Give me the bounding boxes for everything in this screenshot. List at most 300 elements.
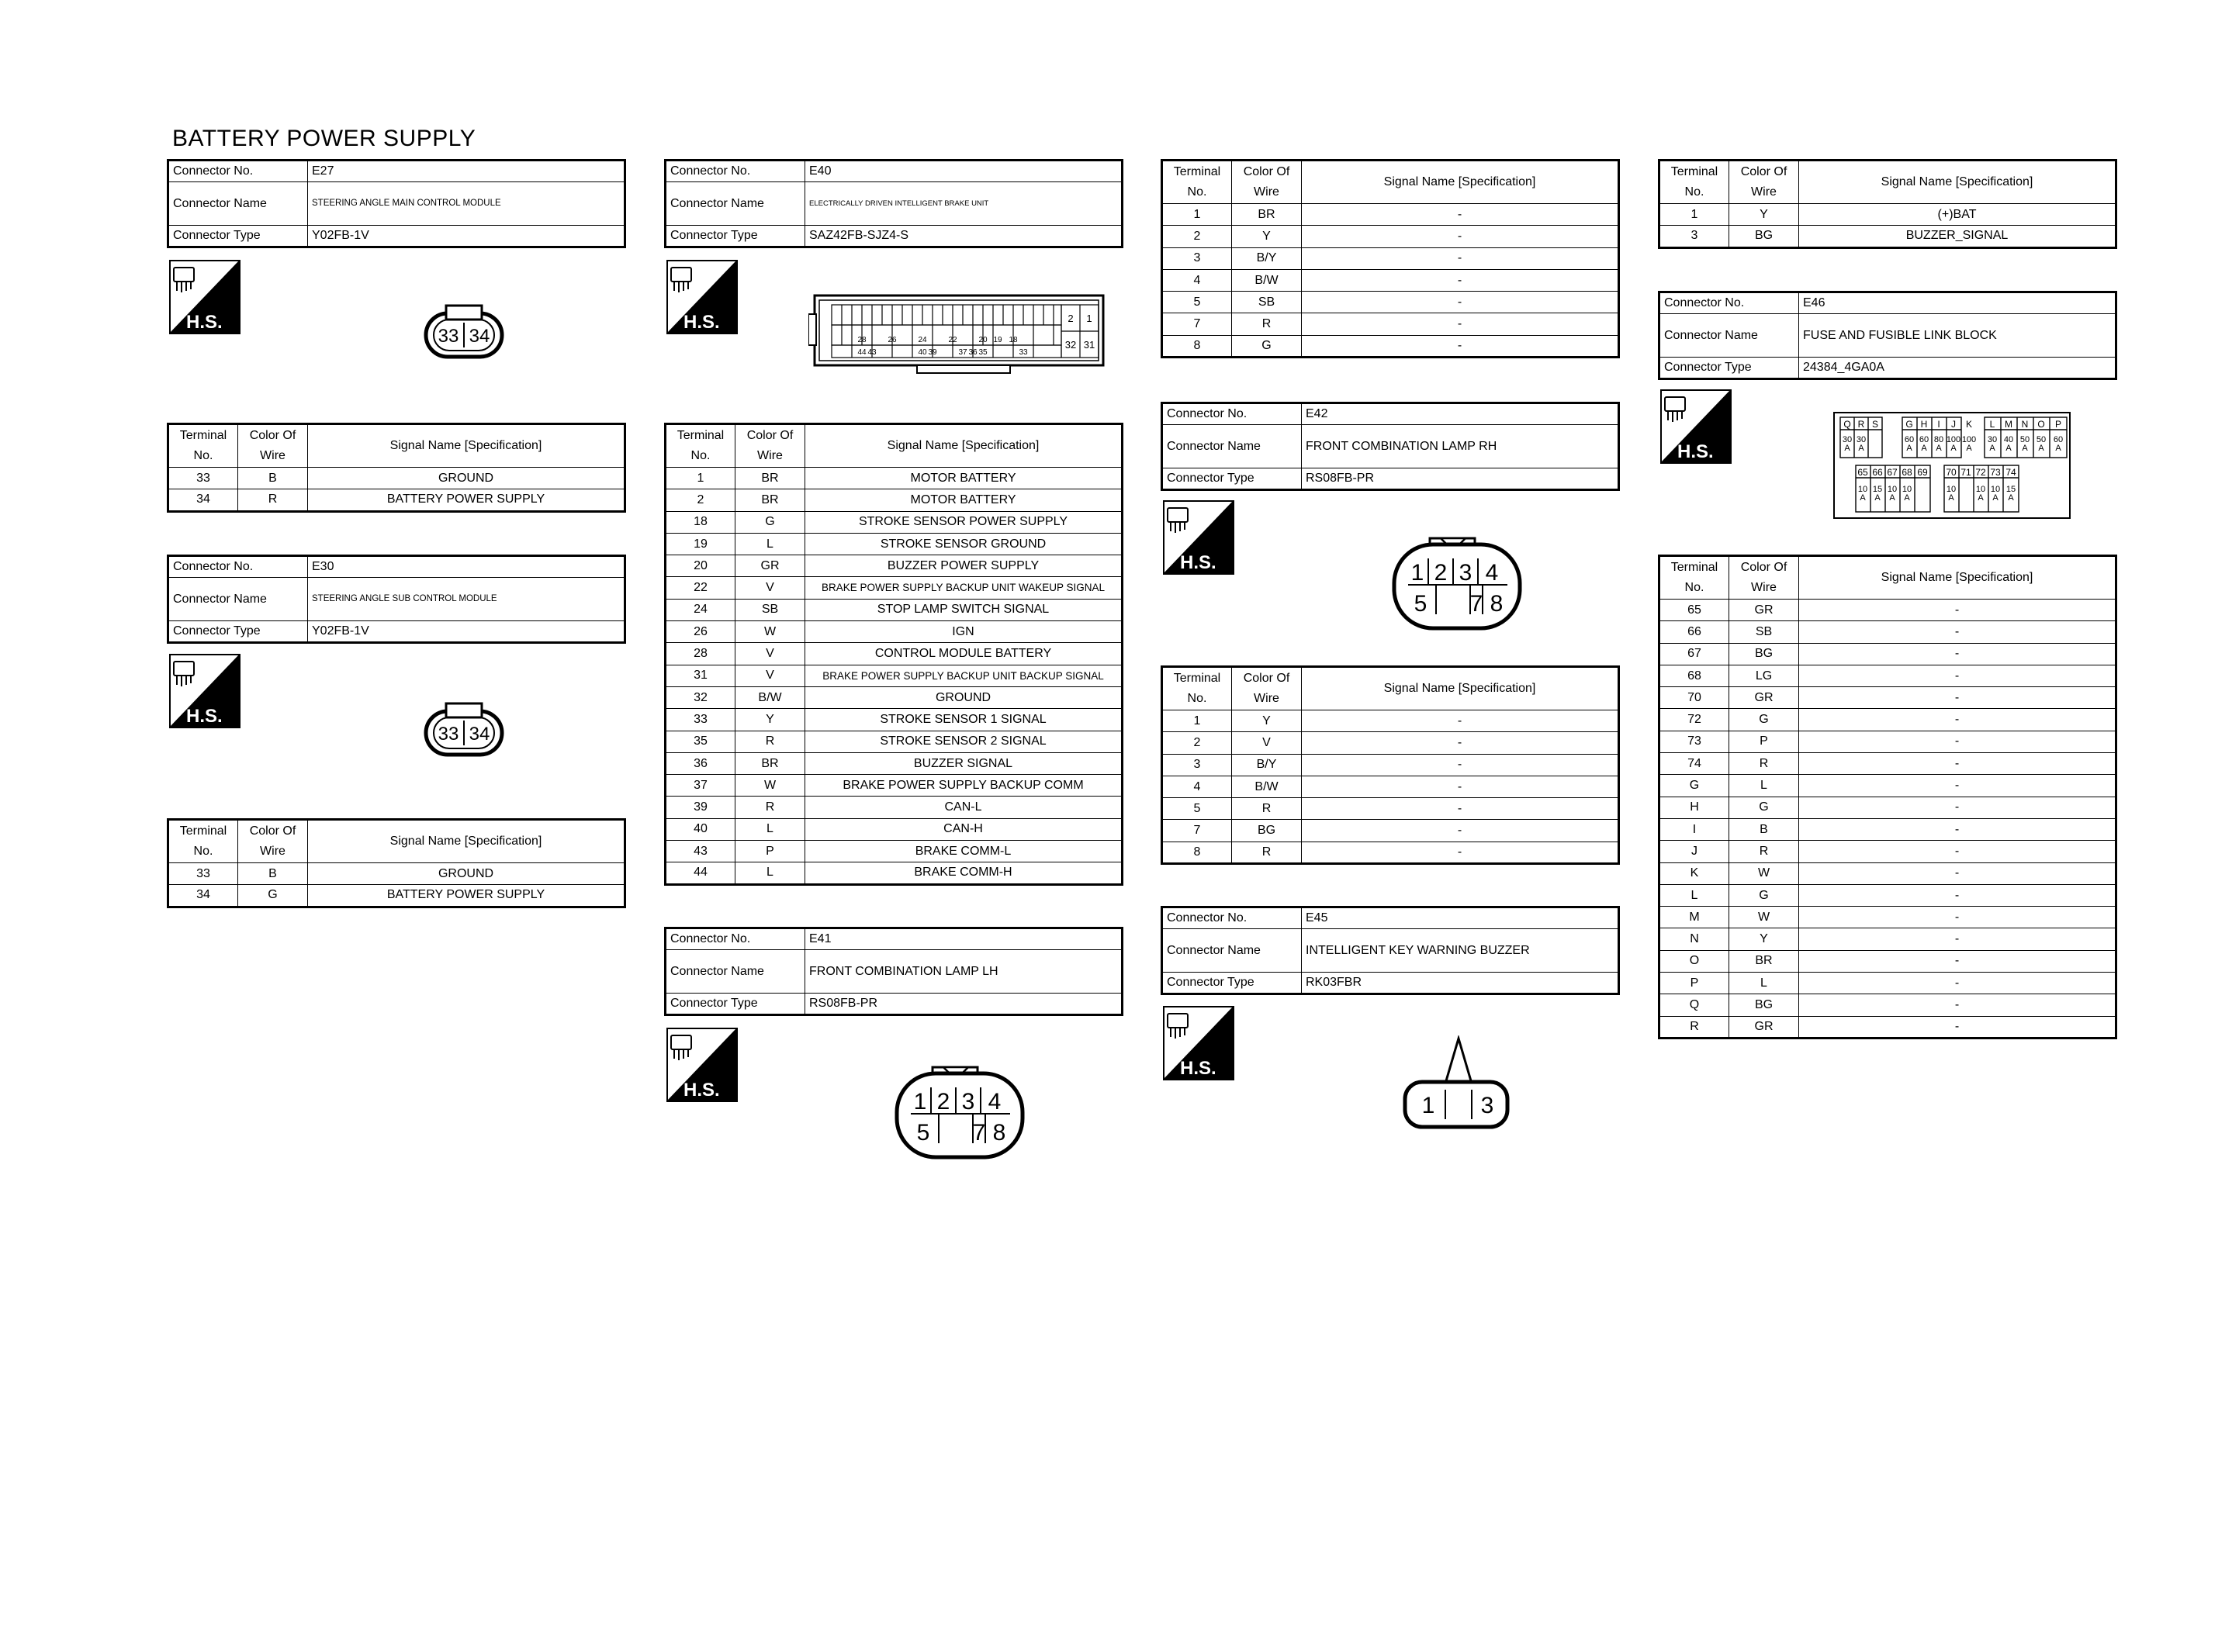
color-cell: R: [1232, 313, 1302, 335]
pin-label: 18: [1009, 336, 1018, 344]
fuse-label: M: [2005, 419, 2012, 430]
table-row: [1162, 710, 1619, 732]
signal-cell: GROUND: [308, 468, 625, 489]
table-row: [1659, 1016, 2116, 1038]
signal-cell: BUZZER SIGNAL: [805, 752, 1123, 774]
signal-cell: -: [1799, 687, 2116, 709]
table-row: [1659, 973, 2116, 994]
color-cell: P: [735, 841, 805, 862]
fuse-rating: 80 A: [1933, 435, 1944, 453]
signal-cell: -: [1302, 776, 1619, 797]
terminal-cell: 1: [666, 468, 735, 489]
pin-label: 43: [867, 348, 877, 357]
hs-label: H.S.: [683, 312, 720, 333]
signal-cell: -: [1799, 665, 2116, 686]
signal-cell: GROUND: [308, 863, 625, 885]
connector-type-label: Connector Type: [1659, 358, 1799, 379]
connector-no-label: Connector No.: [168, 556, 308, 578]
table-row: [1659, 862, 2116, 884]
terminal-cell: 72: [1659, 709, 1729, 731]
connector-diagram-e41: [892, 1064, 1028, 1161]
color-cell: W: [1729, 862, 1799, 884]
table-row: [1659, 600, 2116, 621]
signal-name-header: Signal Name [Specification]: [308, 820, 625, 863]
pin-label: 5: [1414, 591, 1427, 617]
signal-name-header: Signal Name [Specification]: [1302, 667, 1619, 710]
table-row: [1162, 313, 1619, 335]
connector-no-value: E40: [805, 161, 1123, 182]
fuse-label: L: [1989, 419, 1995, 430]
fuse-label: S: [1871, 419, 1879, 430]
connector-type-value: RK03FBR: [1302, 973, 1619, 994]
terminal-cell: 35: [666, 731, 735, 752]
connector-type-value: RS08FB-PR: [1302, 468, 1619, 490]
pin-label: 31: [1083, 339, 1095, 351]
pin-label: 20: [978, 336, 988, 344]
signal-cell: -: [1302, 798, 1619, 820]
table-row: [1659, 797, 2116, 818]
color-cell: Y: [735, 709, 805, 731]
color-cell: BR: [735, 489, 805, 511]
pin-label: 3: [1480, 1093, 1494, 1118]
connector-name-label: Connector Name: [168, 182, 308, 226]
color-cell: G: [1232, 335, 1302, 357]
signal-cell: -: [1799, 973, 2116, 994]
table-row: [666, 468, 1123, 489]
table-row: [666, 841, 1123, 862]
fuse-label: 71: [1960, 467, 1971, 478]
connector-no-value: E42: [1302, 403, 1619, 425]
connector-diagram-e46: [1832, 411, 2073, 521]
table-row: [666, 686, 1123, 708]
pin-label: 39: [928, 348, 937, 357]
pin-label: 7: [972, 1120, 986, 1146]
signal-cell: BATTERY POWER SUPPLY: [308, 489, 625, 511]
terminal-cell: 8: [1162, 842, 1232, 863]
terminal-cell: 70: [1659, 687, 1729, 709]
signal-cell: -: [1302, 842, 1619, 863]
signal-cell: -: [1799, 841, 2116, 862]
terminal-cell: 74: [1659, 753, 1729, 775]
connector-info-e27: [167, 159, 626, 248]
fuse-rating: 60 A: [1919, 435, 1929, 453]
terminal-cell: 26: [666, 621, 735, 643]
color-cell: G: [735, 511, 805, 533]
hs-label: H.S.: [186, 312, 223, 333]
hs-label: H.S.: [683, 1080, 720, 1101]
connector-diagram-e45: [1400, 1035, 1517, 1132]
connector-no-label: Connector No.: [666, 928, 805, 950]
table-row: [168, 468, 625, 489]
terminal-cell: 8: [1162, 335, 1232, 357]
table-row: [666, 555, 1123, 577]
color-cell: R: [238, 489, 308, 511]
pin-label: 33: [438, 724, 459, 745]
connector-type-label: Connector Type: [1162, 973, 1302, 994]
signal-cell: -: [1302, 292, 1619, 313]
signal-cell: -: [1302, 226, 1619, 247]
connector-no-value: E30: [308, 556, 625, 578]
hs-label: H.S.: [1180, 1058, 1216, 1079]
table-row: [666, 797, 1123, 818]
table-row: [168, 885, 625, 907]
fuse-rating: 15 A: [1872, 485, 1883, 503]
table-row: [168, 863, 625, 885]
table-row: [1162, 247, 1619, 269]
terminal-cell: 7: [1162, 820, 1232, 842]
table-row: [1162, 820, 1619, 842]
terminal-cell: 32: [666, 686, 735, 708]
terminal-cell: 2: [1162, 732, 1232, 754]
table-row: [1659, 643, 2116, 665]
terminal-cell: I: [1659, 818, 1729, 840]
terminal-cell: 5: [1162, 292, 1232, 313]
pin-label: 34: [469, 326, 490, 347]
connector-no-value: E27: [308, 161, 625, 182]
pin-label: 36: [968, 348, 978, 357]
fuse-rating: 10 A: [1887, 485, 1898, 503]
signal-cell: STROKE SENSOR 1 SIGNAL: [805, 709, 1123, 731]
terminal-cell: 19: [666, 533, 735, 555]
signal-cell: -: [1799, 643, 2116, 665]
color-cell: B/W: [1232, 776, 1302, 797]
table-row: [1659, 841, 2116, 862]
connector-diagram-e30: [423, 700, 508, 762]
terminal-table-e40: [664, 423, 1123, 886]
color-cell: V: [735, 577, 805, 599]
fuse-rating: 100 A: [1961, 435, 1977, 453]
table-row: [1659, 907, 2116, 928]
signal-cell: BUZZER_SIGNAL: [1799, 226, 2116, 247]
color-of-wire-header: Color Of Wire: [1729, 556, 1799, 600]
connector-type-label: Connector Type: [1162, 468, 1302, 490]
color-of-wire-header: Color Of Wire: [238, 820, 308, 863]
hs-label: H.S.: [1677, 441, 1714, 462]
terminal-cell: 20: [666, 555, 735, 577]
color-cell: SB: [1232, 292, 1302, 313]
pin-label: 22: [948, 336, 957, 344]
terminal-cell: 4: [1162, 776, 1232, 797]
connector-info-e45: [1161, 906, 1620, 995]
color-cell: BG: [1729, 226, 1799, 247]
color-cell: GR: [1729, 600, 1799, 621]
terminal-cell: 37: [666, 775, 735, 797]
terminal-cell: 34: [168, 885, 238, 907]
signal-cell: -: [1799, 775, 2116, 797]
signal-cell: -: [1799, 818, 2116, 840]
terminal-cell: 33: [168, 468, 238, 489]
pin-label: 3: [961, 1089, 975, 1115]
terminal-table-e30: [167, 818, 626, 908]
table-row: [168, 489, 625, 511]
pin-label: 34: [469, 724, 490, 745]
color-cell: B: [238, 863, 308, 885]
connector-type-label: Connector Type: [168, 621, 308, 643]
connector-no-value: E41: [805, 928, 1123, 950]
connector-no-value: E46: [1799, 292, 2116, 314]
pin-label: 8: [992, 1120, 1006, 1146]
table-row: [666, 511, 1123, 533]
connector-no-label: Connector No.: [168, 161, 308, 182]
terminal-cell: 33: [666, 709, 735, 731]
terminal-cell: J: [1659, 841, 1729, 862]
terminal-cell: 18: [666, 511, 735, 533]
color-cell: B: [238, 468, 308, 489]
terminal-cell: 73: [1659, 731, 1729, 752]
signal-cell: -: [1302, 204, 1619, 226]
color-cell: SB: [735, 599, 805, 620]
connector-info-e40: [664, 159, 1123, 248]
color-cell: BR: [735, 468, 805, 489]
signal-cell: -: [1799, 884, 2116, 906]
pin-label: 19: [993, 336, 1002, 344]
signal-name-header: Signal Name [Specification]: [1302, 161, 1619, 204]
fuse-label: N: [2021, 419, 2029, 430]
color-cell: W: [735, 621, 805, 643]
terminal-no-header: Terminal No.: [168, 820, 238, 863]
color-cell: BG: [1232, 820, 1302, 842]
connector-no-label: Connector No.: [666, 161, 805, 182]
table-row: [666, 818, 1123, 840]
color-cell: BR: [1232, 204, 1302, 226]
connector-name-label: Connector Name: [168, 578, 308, 621]
signal-cell: STROKE SENSOR GROUND: [805, 533, 1123, 555]
fuse-label: 73: [1990, 467, 2001, 478]
table-row: [666, 599, 1123, 620]
terminal-cell: 5: [1162, 798, 1232, 820]
table-row: [666, 775, 1123, 797]
terminal-cell: M: [1659, 907, 1729, 928]
pin-label: 33: [438, 326, 459, 347]
terminal-cell: 65: [1659, 600, 1729, 621]
signal-cell: -: [1799, 950, 2116, 972]
pin-label: 26: [888, 336, 897, 344]
color-cell: Y: [1232, 226, 1302, 247]
connector-name-label: Connector Name: [1162, 929, 1302, 973]
table-row: [666, 577, 1123, 599]
fuse-label: Q: [1843, 419, 1851, 430]
signal-cell: CONTROL MODULE BATTERY: [805, 643, 1123, 665]
terminal-cell: 2: [666, 489, 735, 511]
signal-cell: -: [1302, 732, 1619, 754]
pin-label: 5: [916, 1120, 930, 1146]
connector-info-e42: [1161, 402, 1620, 491]
color-cell: W: [1729, 907, 1799, 928]
pin-label: 32: [1064, 339, 1077, 351]
terminal-cell: 43: [666, 841, 735, 862]
color-cell: G: [238, 885, 308, 907]
connector-type-label: Connector Type: [666, 226, 805, 247]
table-row: [1659, 204, 2116, 226]
pin-label: 1: [1421, 1093, 1435, 1118]
color-cell: B/Y: [1232, 247, 1302, 269]
color-cell: B: [1729, 818, 1799, 840]
table-row: [666, 643, 1123, 665]
connector-name-value: STEERING ANGLE SUB CONTROL MODULE: [308, 578, 625, 621]
table-row: [666, 752, 1123, 774]
hs-badge: [1660, 389, 1732, 464]
fuse-rating: 30 A: [1987, 435, 1998, 453]
color-of-wire-header: Color Of Wire: [1729, 161, 1799, 204]
table-row: [1659, 665, 2116, 686]
fuse-label: H: [1920, 419, 1928, 430]
terminal-table-e46: [1658, 555, 2117, 1039]
color-cell: G: [1729, 709, 1799, 731]
terminal-cell: 68: [1659, 665, 1729, 686]
terminal-cell: P: [1659, 973, 1729, 994]
fuse-rating: 30 A: [1856, 435, 1867, 453]
pin-label: 33: [1019, 348, 1028, 357]
terminal-cell: H: [1659, 797, 1729, 818]
table-row: [1162, 269, 1619, 291]
signal-cell: BRAKE COMM-H: [805, 862, 1123, 884]
terminal-cell: 44: [666, 862, 735, 884]
hs-badge: [1163, 1006, 1234, 1080]
terminal-cell: 36: [666, 752, 735, 774]
signal-cell: -: [1799, 731, 2116, 752]
signal-cell: GROUND: [805, 686, 1123, 708]
signal-cell: BRAKE POWER SUPPLY BACKUP UNIT WAKEUP SIGNAL: [805, 577, 1123, 599]
color-cell: B/W: [1232, 269, 1302, 291]
terminal-cell: 34: [168, 489, 238, 511]
connector-diagram-e40: [808, 291, 1111, 376]
color-cell: W: [735, 775, 805, 797]
fuse-rating: 15 A: [2005, 485, 2016, 503]
connector-name-value: STEERING ANGLE MAIN CONTROL MODULE: [308, 182, 625, 226]
terminal-cell: 33: [168, 863, 238, 885]
color-cell: BG: [1729, 994, 1799, 1016]
terminal-no-header: Terminal No.: [1162, 161, 1232, 204]
pin-label: 2: [1434, 560, 1448, 586]
table-row: [1659, 775, 2116, 797]
terminal-cell: 24: [666, 599, 735, 620]
terminal-table-e42: [1161, 665, 1620, 865]
table-row: [1659, 950, 2116, 972]
pin-label: 40: [918, 348, 927, 357]
signal-name-header: Signal Name [Specification]: [1799, 161, 2116, 204]
signal-name-header: Signal Name [Specification]: [1799, 556, 2116, 600]
connector-type-label: Connector Type: [168, 226, 308, 247]
fuse-label: 68: [1902, 467, 1912, 478]
color-cell: R: [1232, 842, 1302, 863]
pin-label: 1: [1410, 560, 1424, 586]
terminal-table-e27: [167, 423, 626, 513]
hs-badge: [1163, 500, 1234, 575]
color-cell: SB: [1729, 621, 1799, 643]
signal-cell: IGN: [805, 621, 1123, 643]
signal-cell: -: [1302, 710, 1619, 732]
connector-type-label: Connector Type: [666, 994, 805, 1015]
fuse-rating: 10 A: [1990, 485, 2001, 503]
connector-name-label: Connector Name: [666, 950, 805, 994]
color-cell: L: [735, 818, 805, 840]
connector-name-value: FRONT COMBINATION LAMP LH: [805, 950, 1123, 994]
connector-type-value: SAZ42FB-SJZ4-S: [805, 226, 1123, 247]
terminal-no-header: Terminal No.: [1659, 556, 1729, 600]
fuse-label: 69: [1917, 467, 1928, 478]
signal-cell: -: [1302, 754, 1619, 776]
color-cell: B/W: [735, 686, 805, 708]
signal-cell: -: [1302, 247, 1619, 269]
pin-label: 1: [913, 1089, 927, 1115]
hs-badge: [169, 654, 241, 728]
fuse-label: K: [1965, 419, 1973, 430]
terminal-cell: 3: [1162, 247, 1232, 269]
table-row: [666, 709, 1123, 731]
table-row: [1659, 709, 2116, 731]
terminal-cell: 2: [1162, 226, 1232, 247]
terminal-cell: 22: [666, 577, 735, 599]
terminal-cell: 3: [1162, 754, 1232, 776]
color-cell: P: [1729, 731, 1799, 752]
table-row: [1659, 226, 2116, 247]
pin-label: 4: [988, 1089, 1002, 1115]
connector-diagram-e27: [423, 302, 508, 365]
fuse-rating: 30 A: [1842, 435, 1853, 453]
table-row: [666, 862, 1123, 884]
connector-no-label: Connector No.: [1162, 403, 1302, 425]
table-row: [1162, 292, 1619, 313]
connector-name-value: FUSE AND FUSIBLE LINK BLOCK: [1799, 314, 2116, 358]
table-row: [1162, 776, 1619, 797]
signal-cell: BRAKE POWER SUPPLY BACKUP COMM: [805, 775, 1123, 797]
signal-cell: -: [1799, 907, 2116, 928]
table-row: [666, 533, 1123, 555]
color-of-wire-header: Color Of Wire: [1232, 667, 1302, 710]
connector-name-label: Connector Name: [666, 182, 805, 226]
pin-label: 37: [958, 348, 967, 357]
table-row: [1162, 842, 1619, 863]
fuse-rating: 10 A: [1975, 485, 1986, 503]
terminal-no-header: Terminal No.: [1659, 161, 1729, 204]
table-row: [666, 731, 1123, 752]
fuse-label: P: [2054, 419, 2062, 430]
signal-cell: BATTERY POWER SUPPLY: [308, 885, 625, 907]
fuse-rating: 10 A: [1857, 485, 1868, 503]
signal-cell: -: [1302, 313, 1619, 335]
color-cell: R: [735, 797, 805, 818]
connector-no-value: E45: [1302, 907, 1619, 929]
terminal-cell: 66: [1659, 621, 1729, 643]
pin-label: 8: [1490, 591, 1504, 617]
signal-cell: CAN-L: [805, 797, 1123, 818]
fuse-rating: 40 A: [2003, 435, 2014, 453]
fuse-rating: 100 A: [1946, 435, 1961, 453]
fuse-rating: 60 A: [2053, 435, 2064, 453]
connector-name-label: Connector Name: [1659, 314, 1799, 358]
table-row: [666, 489, 1123, 511]
signal-cell: -: [1302, 269, 1619, 291]
hs-badge: [666, 1028, 738, 1102]
color-cell: R: [1729, 753, 1799, 775]
connector-type-value: RS08FB-PR: [805, 994, 1123, 1015]
connector-name-value: INTELLIGENT KEY WARNING BUZZER: [1302, 929, 1619, 973]
table-row: [1659, 687, 2116, 709]
terminal-cell: 67: [1659, 643, 1729, 665]
signal-cell: BUZZER POWER SUPPLY: [805, 555, 1123, 577]
terminal-cell: 39: [666, 797, 735, 818]
signal-cell: -: [1799, 797, 2116, 818]
terminal-no-header: Terminal No.: [168, 424, 238, 468]
color-cell: BR: [735, 752, 805, 774]
pin-label: 4: [1485, 560, 1499, 586]
terminal-cell: K: [1659, 862, 1729, 884]
color-cell: B/Y: [1232, 754, 1302, 776]
color-cell: Y: [1232, 710, 1302, 732]
table-row: [1162, 754, 1619, 776]
color-cell: G: [1729, 797, 1799, 818]
color-cell: L: [735, 533, 805, 555]
